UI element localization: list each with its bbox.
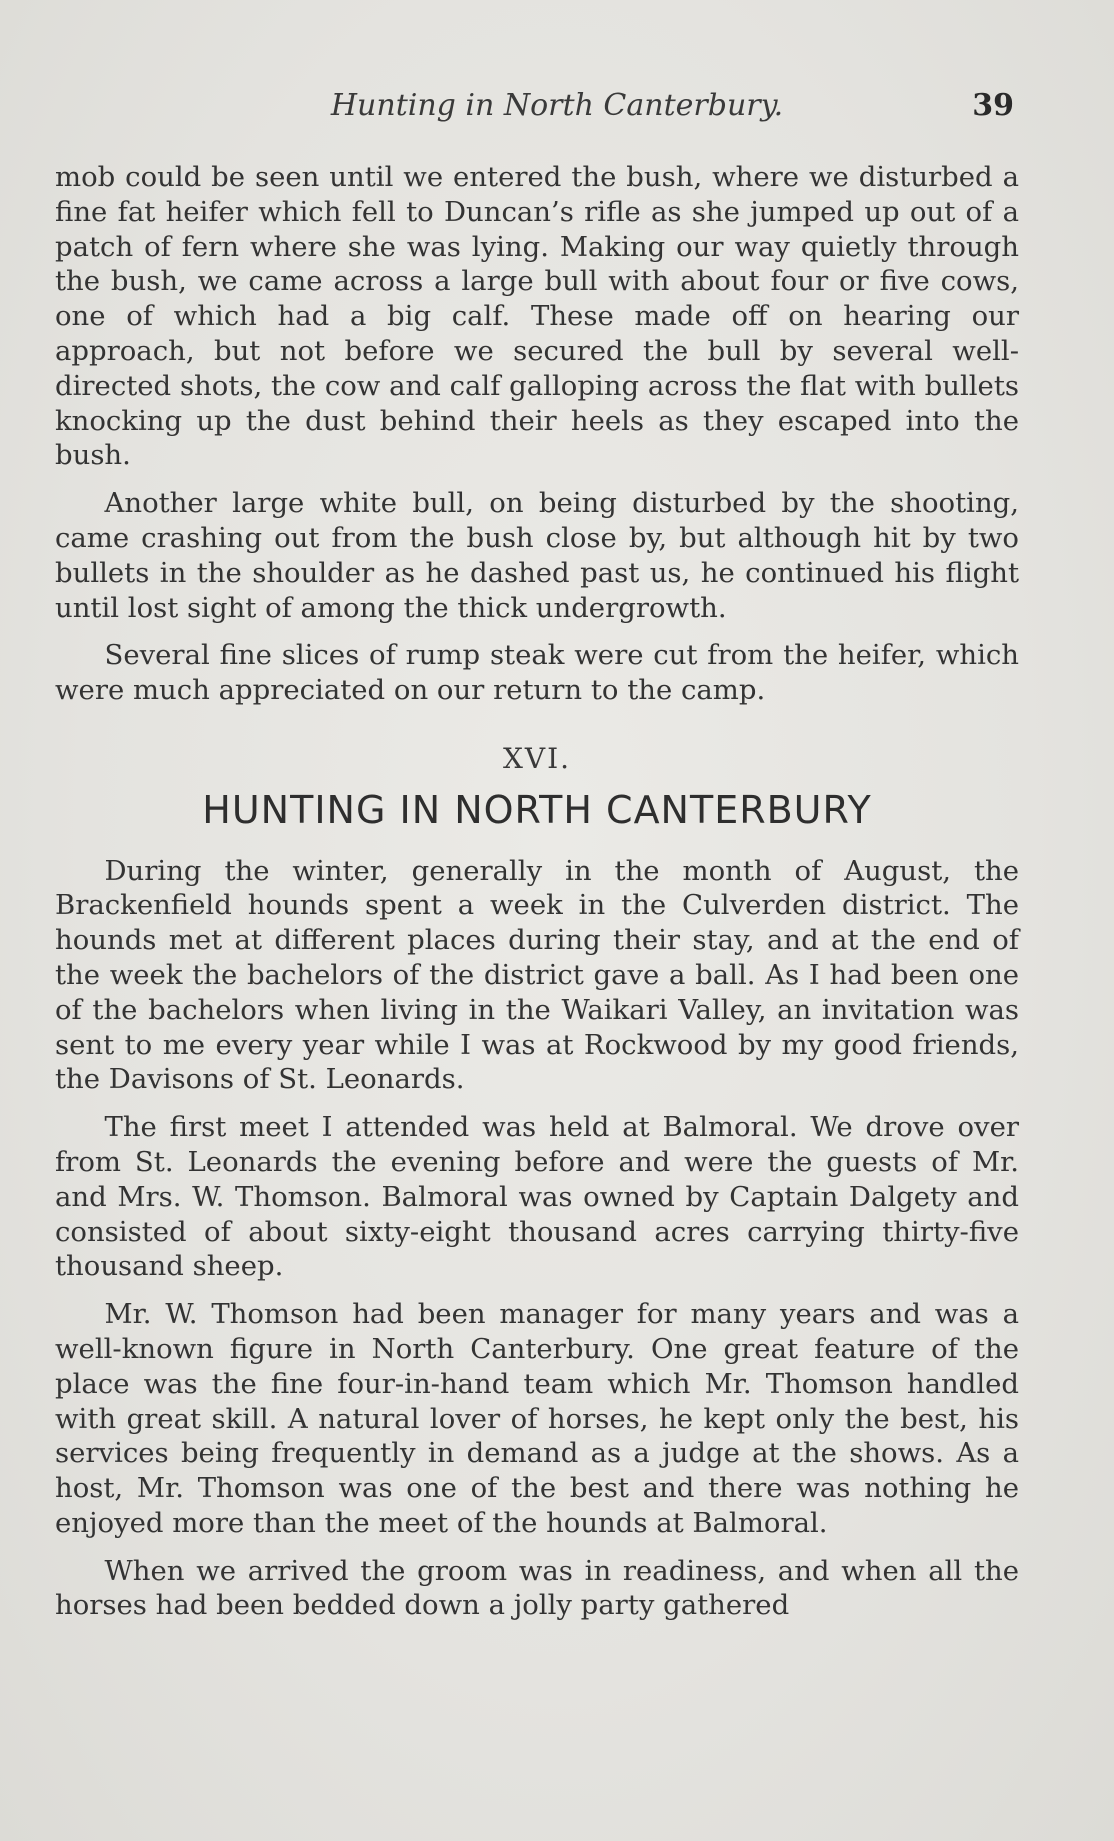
running-header <box>0 88 1114 128</box>
paragraph: The first meet I attended was held at Balmoral. We drove over from St. Leonards the evening before and were the guests of Mr. and Mrs. W. Thomson. Balmoral was owned by Captain Dalgety and consisted of about sixty-eight thousand acres carrying thirty-five thousand sheep. <box>55 1111 1019 1283</box>
running-title: Hunting in North Canterbury. <box>330 88 784 123</box>
paragraph: During the winter, generally in the month of August, the Brackenfield hounds spent a week in the Culverden district. The hounds met at different places during their stay, and at the end of the week the bachelors of the district gave a ball. As I had been one of the bachelors when living in the Waikari Valley, an invitation was sent to me every year while I was at Rockwood by my good friends, the Davisons of St. Leonards. <box>55 854 1019 1096</box>
page-number: 39 <box>972 88 1014 123</box>
chapter-number: XVI. <box>502 741 572 775</box>
paragraph: Mr. W. Thomson had been manager for many years and was a well-known figure in North Canterbury. One great feature of the place was the fine four-in-hand team which Mr. Thomson handled with great skill. A natural lover of horses, he kept only the best, his services being frequently in demand as a judge at the shows. As a host, Mr. Thomson was one of the best and there was nothing he enjoyed more than the meet of the hounds at Balmoral. <box>55 1298 1019 1539</box>
paragraph: mob could be seen until we entered the bush, where we disturbed a fine fat heifer which fell to Duncan’s rifle as she jumped up out of a patch of fern where she was lying. Making our way quietly through the bush, we came across a large bull with about four or five cows, one of which had a big calf. These made off on hearing our approach, but not before we secured the bull by several well-directed shots, the cow and calf galloping across the flat with bullets knocking up the dust behind their heels as they escaped into the bush. <box>55 161 1019 472</box>
paragraph: When we arrived the groom was in readiness, and when all the horses had been bedded down a jolly party gathered <box>55 1554 1019 1622</box>
paragraph: Another large white bull, on being disturbed by the shooting, came crashing out from the bush close by, but although hit by two bullets in the shoulder as he dashed past us, he continued his flight until lost sight of among the thick undergrowth. <box>55 487 1019 624</box>
body-text <box>55 160 1019 1636</box>
chapter-title: HUNTING IN NORTH CANTERBURY <box>202 787 872 832</box>
paragraph: Several fine slices of rump steak were cut from the heifer, which were much appreciated on our return to the camp. <box>55 639 1019 707</box>
